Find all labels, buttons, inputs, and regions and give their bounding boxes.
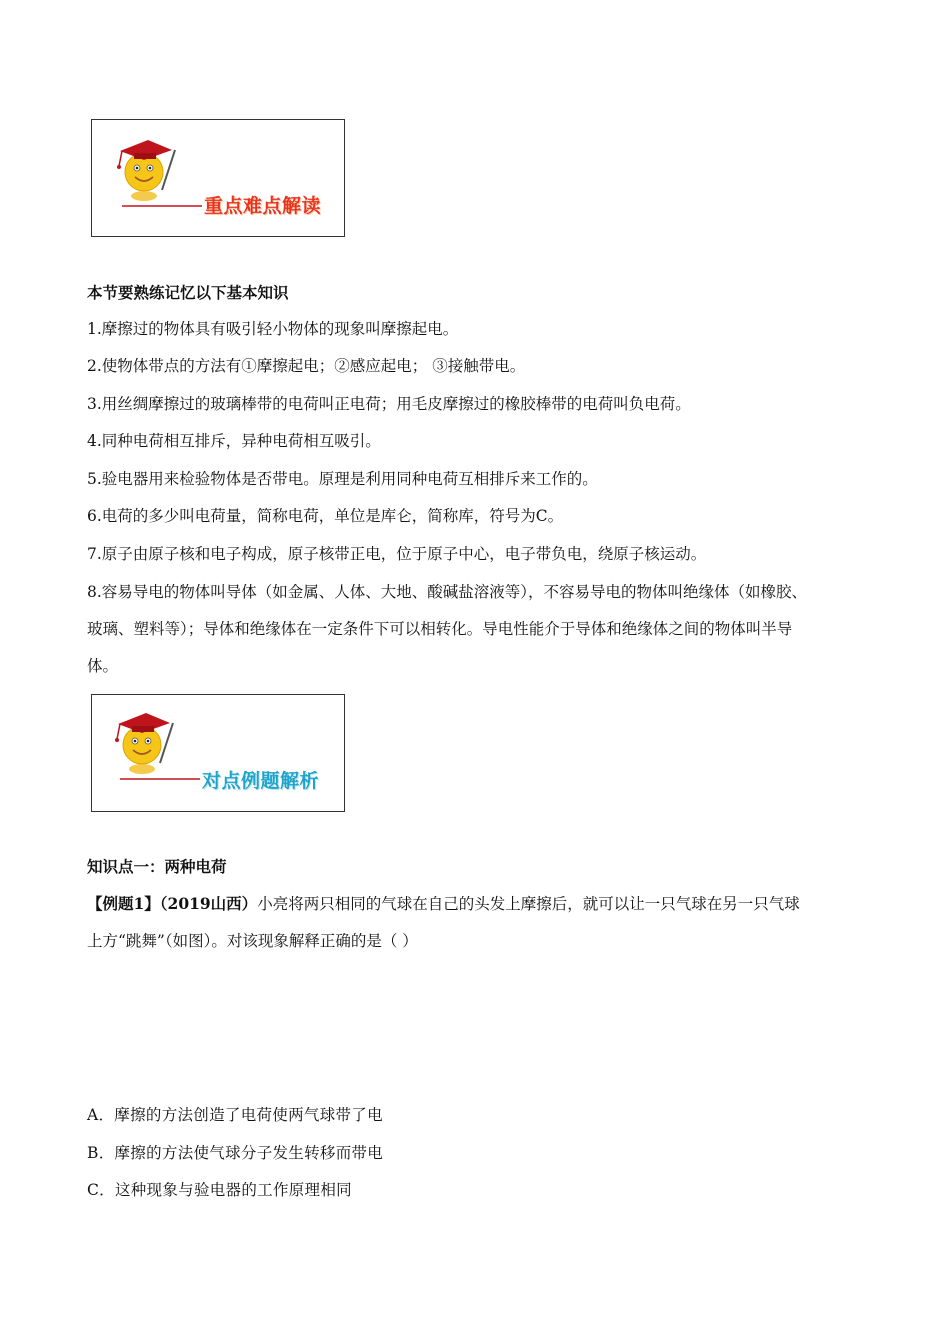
option-a: A．摩擦的方法创造了电荷使两气球带了电 — [87, 1106, 383, 1124]
banner-title: 重点难点解读 — [204, 195, 322, 217]
example-text: 小亮将两只相同的气球在自己的头发上摩擦后，就可以让一只气球在另一只气球 — [257, 895, 800, 913]
knowledge-point-heading: 知识点一：两种电荷 — [87, 857, 227, 876]
banner-title: 对点例题解析 — [202, 770, 320, 792]
knowledge-item: 7.原子由原子核和电子构成，原子核带正电，位于原子中心，电子带负电，绕原子核运动。 — [87, 545, 707, 563]
example-question-line — [87, 894, 887, 914]
option-b: B．摩擦的方法使气球分子发生转移而带电 — [87, 1144, 384, 1162]
section-banner-key-points — [91, 119, 345, 237]
knowledge-item: 3.用丝绸摩擦过的玻璃棒带的电荷叫正电荷；用毛皮摩擦过的橡胶棒带的电荷叫负电荷。 — [87, 395, 691, 413]
example-tag: 【例题1】（2019山西） — [87, 894, 258, 913]
section-banner-examples — [91, 694, 345, 812]
section-heading: 本节要熟练记忆以下基本知识 — [87, 283, 289, 302]
example-question-line: 上方“跳舞”（如图）。对该现象解释正确的是（ ） — [87, 932, 418, 950]
knowledge-item: 1.摩擦过的物体具有吸引轻小物体的现象叫摩擦起电。 — [87, 320, 459, 338]
graduate-smiley-icon — [92, 695, 346, 813]
knowledge-item: 2.使物体带点的方法有①摩擦起电；②感应起电； ③接触带电。 — [87, 357, 526, 375]
knowledge-item: 8.容易导电的物体叫导体（如金属、人体、大地、酸碱盐溶液等），不容易导电的物体叫绝缘体（如橡胶、 — [87, 583, 808, 601]
graduate-smiley-icon — [92, 120, 346, 238]
knowledge-item: 4.同种电荷相互排斥，异种电荷相互吸引。 — [87, 432, 381, 450]
knowledge-item: 6.电荷的多少叫电荷量，简称电荷，单位是库仑，简称库，符号为C。 — [87, 507, 564, 525]
option-c: C．这种现象与验电器的工作原理相同 — [87, 1181, 352, 1199]
knowledge-item: 5.验电器用来检验物体是否带电。原理是利用同种电荷互相排斥来工作的。 — [87, 470, 598, 488]
knowledge-item-continued: 玻璃、塑料等）；导体和绝缘体在一定条件下可以相转化。导电性能介于导体和绝缘体之间的物体叫半导 — [87, 620, 793, 638]
knowledge-item-continued: 体。 — [87, 657, 119, 675]
